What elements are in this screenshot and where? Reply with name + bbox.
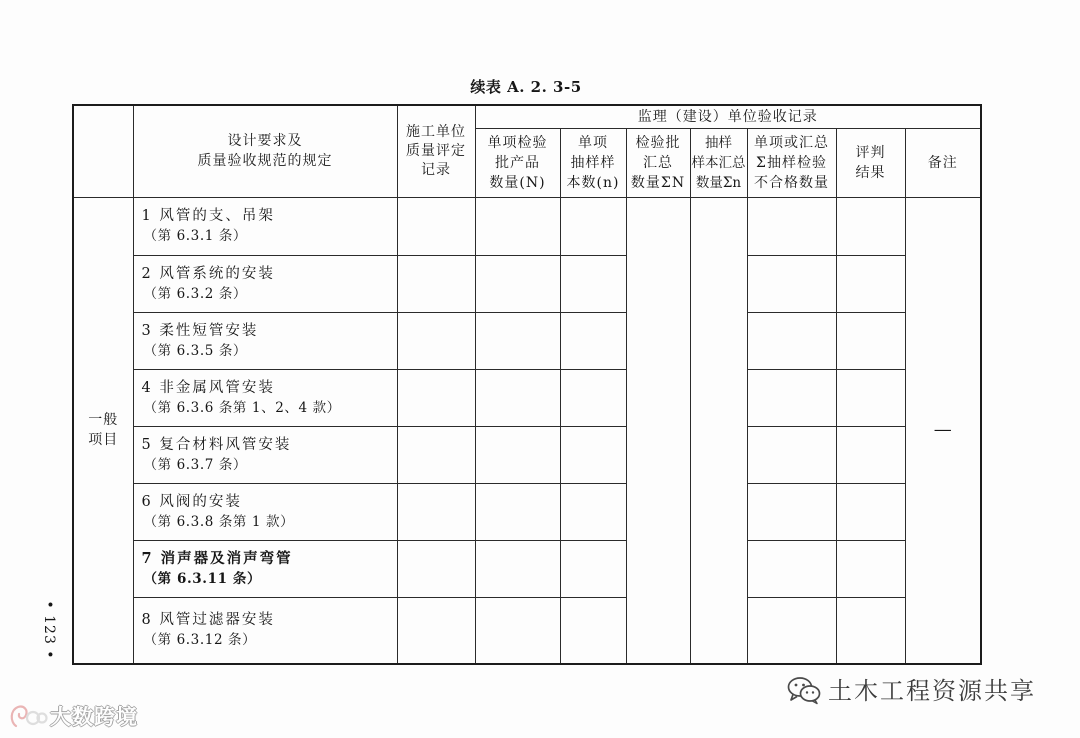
header-supervision-group: 监理（建设）单位验收记录 [475,105,981,128]
sample-count-cell [560,255,626,312]
item-clause: （第 6.3.5 条） [143,342,248,359]
header-requirements-line: 质量验收规范的规定 [197,153,333,170]
header-sample-count [560,128,626,197]
sample-count-cell [560,312,626,369]
nonconforming-cell [747,483,836,540]
item-cell [133,426,397,483]
header-sample-total [690,128,747,197]
header-contractor-line: 记录 [421,161,451,178]
batch-quantity-cell [475,197,560,255]
nonconforming-cell [747,197,836,255]
table-row [73,426,981,483]
header-line: Σ抽样检验 [756,154,827,171]
batch-total-cell [626,197,690,664]
judgement-cell [836,426,905,483]
nonconforming-cell [747,597,836,664]
item-clause: （第 6.3.8 条第 1 款） [143,513,295,530]
page-number: • 123 • [41,600,57,660]
contractor-record-cell [397,369,475,426]
item-name: 5 复合材料风管安装 [141,436,292,453]
batch-quantity-cell [475,540,560,597]
header-contractor-line: 质量评定 [406,142,466,159]
contractor-record-cell [397,483,475,540]
judgement-cell [836,483,905,540]
item-name: 3 柔性短管安装 [141,322,259,339]
item-name: 2 风管系统的安装 [141,265,275,282]
header-line: 单项或汇总 [754,134,829,151]
table-row [73,540,981,597]
acceptance-record-table [72,104,982,665]
nonconforming-cell [747,540,836,597]
header-line: 结果 [855,164,886,181]
item-name: 4 非金属风管安装 [141,379,275,396]
header-judgement [836,128,905,197]
header-batch-total [626,128,690,197]
judgement-cell [836,540,905,597]
header-line: 单项 [578,134,608,151]
wechat-icon [786,675,822,709]
header-line: 评判 [855,144,886,161]
header-line: 批产品 [495,154,540,171]
header-contractor-record [397,105,475,197]
nonconforming-cell [747,312,836,369]
nonconforming-cell [747,255,836,312]
item-name: 8 风管过滤器安装 [141,612,275,629]
item-cell [133,369,397,426]
judgement-cell [836,312,905,369]
table-row [73,255,981,312]
item-name: 7 消声器及消声弯管 [141,549,293,567]
sample-count-cell [560,540,626,597]
header-line: 数量ΣN [630,174,686,191]
sample-total-cell [690,197,747,664]
header-line: 检验批 [635,134,681,151]
header-line: 抽样 [705,134,732,151]
header-line: 汇总 [643,154,673,171]
contractor-record-cell [397,312,475,369]
judgement-cell [836,197,905,255]
header-requirements [133,105,397,197]
batch-quantity-cell [475,426,560,483]
sample-count-cell [560,369,626,426]
contractor-record-cell [397,197,475,255]
batch-quantity-cell [475,483,560,540]
sample-count-cell [560,197,626,255]
header-remarks: 备注 [905,128,981,197]
watermark-bottom-left: 大数跨境 [50,705,138,729]
judgement-cell [836,597,905,664]
table-row [73,597,981,664]
item-clause: （第 6.3.7 条） [143,456,248,473]
table-title: 续表 A. 2. 3-5 [470,78,582,96]
batch-quantity-cell [475,369,560,426]
contractor-record-cell [397,597,475,664]
remarks-value: — [933,418,952,440]
item-clause: （第 6.3.1 条） [143,228,248,244]
table-row [73,369,981,426]
table-row [73,197,981,255]
header-line: 本数(n) [566,174,620,191]
header-batch-quantity [475,128,560,197]
table-row [73,312,981,369]
header-row-group [73,105,981,128]
item-cell [133,597,397,664]
item-name: 1 风管的支、吊架 [141,208,275,224]
item-clause: （第 6.3.11 条） [143,570,262,587]
header-nonconforming [747,128,836,197]
category-line: 项目 [88,432,119,449]
sample-count-cell [560,426,626,483]
header-line: 单项检验 [487,134,548,151]
header-contractor-line: 施工单位 [406,123,466,140]
item-cell [133,312,397,369]
item-cell [133,540,397,597]
item-cell [133,197,397,255]
item-clause: （第 6.3.6 条第 1、2、4 款） [143,399,341,416]
header-line: 数量Σn [695,174,742,191]
header-line: 不合格数量 [754,174,829,191]
item-clause: （第 6.3.2 条） [143,285,248,302]
nonconforming-cell [747,369,836,426]
header-requirements-line: 设计要求及 [227,133,303,150]
category-cell [73,197,133,664]
item-name: 6 风阀的安装 [141,493,242,510]
sample-count-cell [560,597,626,664]
contractor-record-cell [397,255,475,312]
batch-quantity-cell [475,597,560,664]
item-cell [133,255,397,312]
table-row [73,483,981,540]
contractor-record-cell [397,426,475,483]
watermark-bottom-right: 土木工程资源共享 [828,677,1036,705]
item-clause: （第 6.3.12 条） [143,632,257,649]
item-cell [133,483,397,540]
judgement-cell [836,369,905,426]
batch-quantity-cell [475,255,560,312]
header-line: 样本汇总 [691,154,746,171]
category-line: 一般 [88,412,119,429]
sample-count-cell [560,483,626,540]
remarks-cell [905,197,981,664]
brand-logo-icon [8,702,48,736]
header-line: 数量(N) [489,174,546,191]
nonconforming-cell [747,426,836,483]
header-line: 抽样样 [570,154,616,171]
contractor-record-cell [397,540,475,597]
judgement-cell [836,255,905,312]
header-category-blank [73,105,133,197]
batch-quantity-cell [475,312,560,369]
